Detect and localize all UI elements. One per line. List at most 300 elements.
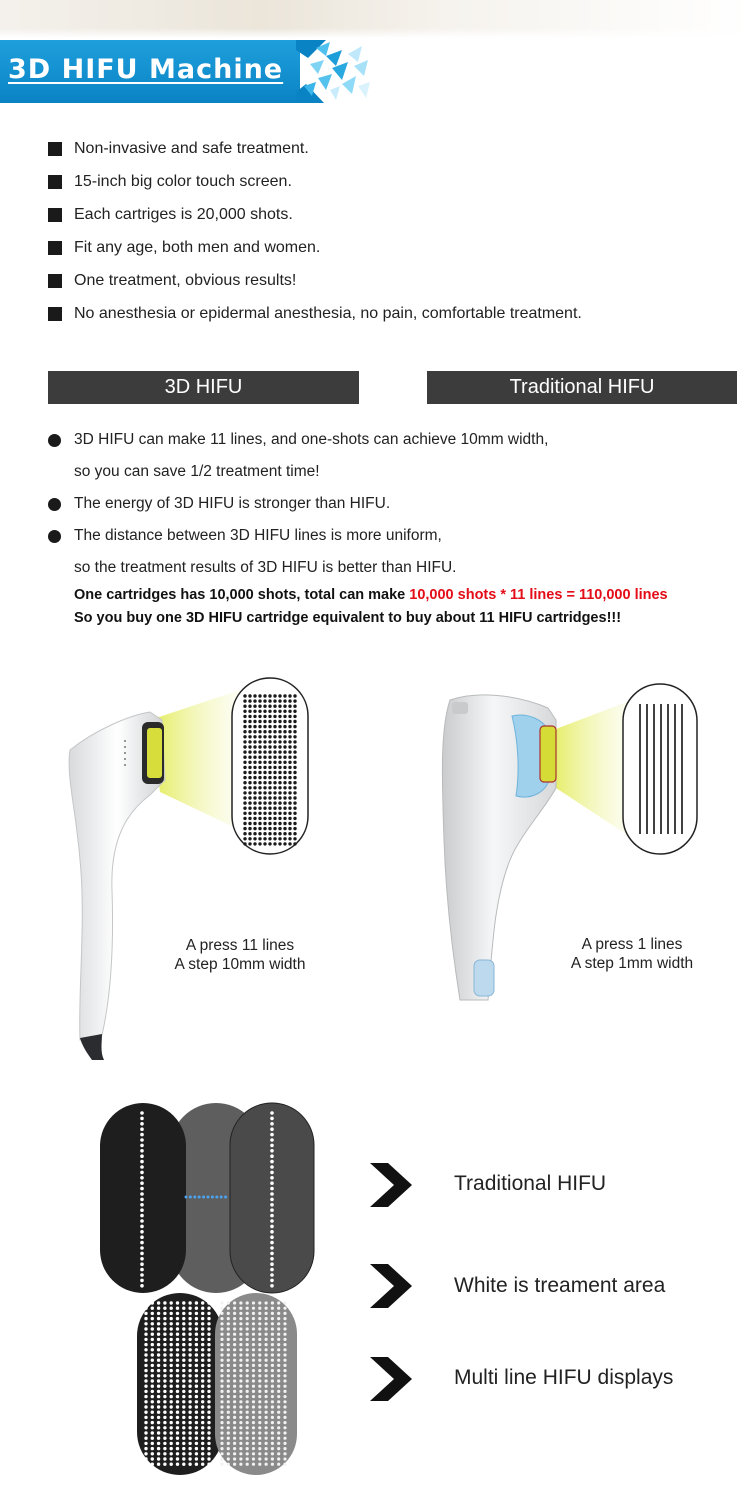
treatment-dot	[283, 1322, 286, 1325]
treatment-dot	[270, 1208, 274, 1212]
treatment-dot	[246, 1463, 249, 1466]
treatment-dot	[270, 1127, 274, 1131]
treatment-dot	[288, 842, 291, 845]
treatment-dot	[170, 1379, 173, 1382]
treatment-dot	[140, 1257, 144, 1261]
treatment-dot	[258, 1343, 261, 1346]
treatment-dot	[288, 740, 291, 743]
treatment-dot	[283, 1301, 286, 1304]
treatment-dot	[176, 1390, 179, 1393]
treatment-dot	[246, 1369, 249, 1372]
treatment-dot	[283, 786, 286, 789]
treatment-dot	[201, 1463, 204, 1466]
treatment-dot	[283, 1338, 286, 1341]
treatment-dot	[182, 1322, 185, 1325]
cartridge-equivalence: So you buy one 3D HIFU cartridge equivalent to buy about 11 HIFU cartridges!!!	[74, 610, 622, 626]
treatment-dot	[248, 807, 251, 810]
treatment-dot	[140, 1144, 144, 1148]
treatment-dot	[258, 1348, 261, 1351]
treatment-dot	[258, 730, 261, 733]
treatment-dot	[258, 710, 261, 713]
treatment-dot	[277, 1395, 280, 1398]
treatment-dot	[144, 1348, 147, 1351]
treatment-dot	[176, 1431, 179, 1434]
treatment-dot	[151, 1359, 154, 1362]
treatment-dot	[273, 817, 276, 820]
treatment-dot	[273, 720, 276, 723]
treatment-dot	[263, 776, 266, 779]
treatment-dot	[283, 740, 286, 743]
treatment-dot	[140, 1198, 144, 1202]
step-dot	[220, 1196, 223, 1199]
treatment-dot	[265, 1431, 268, 1434]
treatment-dot	[293, 694, 296, 697]
treatment-dot	[283, 817, 286, 820]
treatment-dot	[188, 1390, 191, 1393]
treatment-dot	[207, 1353, 210, 1356]
treatment-dot	[288, 735, 291, 738]
treatment-dot	[288, 730, 291, 733]
treatment-dot	[239, 1322, 242, 1325]
treatment-dot	[144, 1374, 147, 1377]
treatment-dot	[252, 1437, 255, 1440]
treatment-dot	[268, 796, 271, 799]
treatment-dot	[273, 807, 276, 810]
treatment-dot	[207, 1426, 210, 1429]
treatment-dot	[243, 756, 246, 759]
treatment-dot	[283, 699, 286, 702]
treatment-dot	[252, 1348, 255, 1351]
treatment-dot	[195, 1426, 198, 1429]
treatment-dot	[163, 1348, 166, 1351]
treatment-dot	[140, 1284, 144, 1288]
treatment-dot	[278, 766, 281, 769]
treatment-dot	[271, 1317, 274, 1320]
treatment-dot	[258, 745, 261, 748]
treatment-dot	[252, 1452, 255, 1455]
legend-multiline: Multi line HIFU displays	[454, 1366, 674, 1389]
square-bullet-icon	[48, 274, 62, 288]
treatment-dot	[258, 776, 261, 779]
treatment-dot	[176, 1322, 179, 1325]
treatment-dot	[253, 822, 256, 825]
treatment-dot	[252, 1333, 255, 1336]
treatment-dot	[265, 1457, 268, 1460]
treatment-dot	[170, 1348, 173, 1351]
treatment-dot	[227, 1374, 230, 1377]
treatment-dot	[258, 1353, 261, 1356]
treatment-dot	[151, 1437, 154, 1440]
treatment-dot	[248, 786, 251, 789]
treatment-dot	[252, 1343, 255, 1346]
treatment-dot	[283, 801, 286, 804]
treatment-dot	[195, 1405, 198, 1408]
treatment-dot	[151, 1338, 154, 1341]
treatment-dot	[283, 1343, 286, 1346]
page-title: 3D HIFU Machine	[8, 54, 284, 85]
treatment-dot	[220, 1322, 223, 1325]
treatment-dot	[176, 1359, 179, 1362]
treatment-dot	[248, 822, 251, 825]
treatment-dot	[201, 1317, 204, 1320]
treatment-dot	[188, 1463, 191, 1466]
treatment-dot	[258, 1374, 261, 1377]
treatment-dot	[246, 1447, 249, 1450]
treatment-dot	[195, 1348, 198, 1351]
treatment-dot	[227, 1463, 230, 1466]
treatment-dot	[283, 1369, 286, 1372]
treatment-dot	[239, 1333, 242, 1336]
treatment-dot	[220, 1317, 223, 1320]
treatment-dot	[248, 750, 251, 753]
treatment-dot	[227, 1364, 230, 1367]
treatment-dot	[258, 1411, 261, 1414]
treatment-dot	[253, 827, 256, 830]
treatment-dot	[182, 1405, 185, 1408]
treatment-dot	[151, 1457, 154, 1460]
treatment-dot	[277, 1307, 280, 1310]
treatment-dot	[182, 1400, 185, 1403]
treatment-dot	[239, 1463, 242, 1466]
treatment-dot	[144, 1333, 147, 1336]
treatment-dot	[144, 1301, 147, 1304]
treatment-dot	[170, 1431, 173, 1434]
treatment-dot	[243, 822, 246, 825]
treatment-dot	[248, 832, 251, 835]
treatment-dot	[151, 1364, 154, 1367]
treatment-dot	[157, 1405, 160, 1408]
treatment-dot	[157, 1400, 160, 1403]
treatment-dot	[270, 1257, 274, 1261]
treatment-dot	[288, 807, 291, 810]
treatment-dot	[253, 771, 256, 774]
treatment-dot	[271, 1426, 274, 1429]
treatment-dot	[253, 786, 256, 789]
treatment-dot	[188, 1322, 191, 1325]
treatment-dot	[140, 1111, 144, 1115]
treatment-dot	[273, 832, 276, 835]
treatment-dot	[239, 1431, 242, 1434]
treatment-dot	[195, 1322, 198, 1325]
treatment-dot	[270, 1187, 274, 1191]
treatment-dot	[270, 1111, 274, 1115]
treatment-dot	[220, 1343, 223, 1346]
treatment-dot	[273, 827, 276, 830]
treatment-dot	[270, 1214, 274, 1218]
treatment-dot	[268, 842, 271, 845]
treatment-dot	[207, 1317, 210, 1320]
treatment-dot	[157, 1364, 160, 1367]
treatment-dot	[188, 1400, 191, 1403]
treatment-dot	[163, 1390, 166, 1393]
treatment-dot	[271, 1348, 274, 1351]
treatment-dot	[157, 1390, 160, 1393]
treatment-dot	[258, 786, 261, 789]
treatment-dot	[195, 1437, 198, 1440]
treatment-dot	[248, 842, 251, 845]
treatment-dot	[258, 837, 261, 840]
treatment-dot	[201, 1353, 204, 1356]
treatment-dot	[270, 1246, 274, 1250]
treatment-dot	[252, 1369, 255, 1372]
treatment-dot	[248, 817, 251, 820]
treatment-dot	[258, 812, 261, 815]
treatment-dot	[220, 1312, 223, 1315]
treatment-dot	[207, 1322, 210, 1325]
treatment-dot	[277, 1343, 280, 1346]
treatment-dot	[293, 786, 296, 789]
list-item: Non-invasive and safe treatment.	[48, 132, 728, 165]
treatment-dot	[293, 827, 296, 830]
treatment-dot	[140, 1192, 144, 1196]
treatment-dot	[253, 725, 256, 728]
treatment-dot	[273, 776, 276, 779]
treatment-dot	[273, 715, 276, 718]
treatment-dot	[163, 1379, 166, 1382]
treatment-dot	[277, 1421, 280, 1424]
treatment-dot	[243, 796, 246, 799]
treatment-dot	[271, 1421, 274, 1424]
treatment-dot	[239, 1426, 242, 1429]
treatment-dot	[263, 699, 266, 702]
treatment-dot	[271, 1343, 274, 1346]
treatment-dot	[239, 1395, 242, 1398]
treatment-dot	[246, 1390, 249, 1393]
treatment-dot	[176, 1457, 179, 1460]
treatment-dot	[265, 1317, 268, 1320]
treatment-dot	[293, 699, 296, 702]
treatment-dot	[220, 1307, 223, 1310]
treatment-dot	[246, 1442, 249, 1445]
treatment-dot	[283, 1447, 286, 1450]
chevron-right-icon	[370, 1161, 414, 1209]
treatment-dot	[271, 1333, 274, 1336]
treatment-dot	[273, 699, 276, 702]
treatment-dot	[207, 1463, 210, 1466]
list-item-continuation: so the treatment results of 3D HIFU is better than HIFU.	[74, 559, 457, 576]
treatment-dot	[207, 1343, 210, 1346]
treatment-dot	[220, 1359, 223, 1362]
treatment-dot	[140, 1154, 144, 1158]
treatment-dot	[277, 1426, 280, 1429]
treatment-dot	[233, 1374, 236, 1377]
treatment-dot	[248, 766, 251, 769]
treatment-dot	[273, 771, 276, 774]
treatment-dot	[151, 1400, 154, 1403]
treatment-dot	[182, 1421, 185, 1424]
treatment-dot	[253, 730, 256, 733]
treatment-dot	[195, 1338, 198, 1341]
treatment-dot	[265, 1353, 268, 1356]
treatment-dot	[271, 1322, 274, 1325]
treatment-dot	[253, 740, 256, 743]
treatment-dot	[283, 822, 286, 825]
treatment-dot	[283, 1374, 286, 1377]
treatment-dot	[283, 725, 286, 728]
treatment-dot	[252, 1364, 255, 1367]
treatment-dot	[278, 776, 281, 779]
treatment-dot	[182, 1327, 185, 1330]
treatment-dot	[265, 1348, 268, 1351]
treatment-dot	[151, 1405, 154, 1408]
treatment-dot	[273, 812, 276, 815]
treatment-dot	[243, 842, 246, 845]
treatment-dot	[293, 791, 296, 794]
treatment-dot	[144, 1379, 147, 1382]
treatment-dot	[268, 756, 271, 759]
treatment-dot	[176, 1353, 179, 1356]
treatment-dot	[273, 694, 276, 697]
treatment-dot	[293, 756, 296, 759]
treatment-dot	[188, 1359, 191, 1362]
treatment-dot	[176, 1338, 179, 1341]
treatment-dot	[252, 1359, 255, 1362]
treatment-dot	[170, 1421, 173, 1424]
treatment-dot	[277, 1385, 280, 1388]
treatment-dot	[157, 1353, 160, 1356]
treatment-dot	[227, 1307, 230, 1310]
treatment-dot	[258, 1390, 261, 1393]
treatment-dot	[278, 740, 281, 743]
treatment-dot	[201, 1442, 204, 1445]
treatment-dot	[278, 735, 281, 738]
treatment-dot	[195, 1395, 198, 1398]
treatment-dot	[265, 1437, 268, 1440]
treatment-dot	[182, 1379, 185, 1382]
treatment-dot	[277, 1348, 280, 1351]
treatment-dot	[195, 1457, 198, 1460]
treatment-dot	[220, 1452, 223, 1455]
treatment-dot	[163, 1322, 166, 1325]
treatment-dot	[182, 1395, 185, 1398]
treatment-dot	[270, 1230, 274, 1234]
treatment-dot	[188, 1411, 191, 1414]
tab-3d-hifu: 3D HIFU	[48, 371, 359, 404]
treatment-dot	[140, 1241, 144, 1245]
treatment-dot	[243, 812, 246, 815]
treatment-dot	[265, 1447, 268, 1450]
treatment-dot	[151, 1416, 154, 1419]
treatment-dot	[293, 842, 296, 845]
treatment-dot	[265, 1416, 268, 1419]
treatment-dot	[252, 1338, 255, 1341]
legend-white-area: White is treament area	[454, 1274, 666, 1297]
treatment-dot	[278, 812, 281, 815]
treatment-dot	[233, 1426, 236, 1429]
treatment-dot	[144, 1416, 147, 1419]
treatment-dot	[293, 750, 296, 753]
treatment-dot	[283, 1327, 286, 1330]
treatment-dot	[227, 1322, 230, 1325]
treatment-dot	[271, 1447, 274, 1450]
treatment-dot	[246, 1457, 249, 1460]
treatment-dot	[220, 1364, 223, 1367]
treatment-dot	[170, 1385, 173, 1388]
treatment-dot	[270, 1262, 274, 1266]
treatment-dot	[271, 1301, 274, 1304]
treatment-dot	[151, 1333, 154, 1336]
treatment-dot	[277, 1364, 280, 1367]
treatment-dot	[140, 1203, 144, 1207]
treatment-dot	[227, 1385, 230, 1388]
treatment-dot	[170, 1395, 173, 1398]
treatment-dot	[246, 1327, 249, 1330]
treatment-dot	[163, 1333, 166, 1336]
treatment-dot	[246, 1421, 249, 1424]
treatment-dot	[163, 1447, 166, 1450]
treatment-dot	[163, 1457, 166, 1460]
treatment-dot	[195, 1301, 198, 1304]
treatment-dot	[288, 761, 291, 764]
treatment-dot	[263, 720, 266, 723]
treatment-dot	[157, 1359, 160, 1362]
treatment-dot	[263, 740, 266, 743]
treatment-dot	[288, 694, 291, 697]
treatment-dot	[258, 1457, 261, 1460]
treatment-dot	[252, 1390, 255, 1393]
treatment-dot	[271, 1327, 274, 1330]
step-dot	[193, 1196, 196, 1199]
treatment-dot	[258, 807, 261, 810]
treatment-dot	[144, 1322, 147, 1325]
treatment-dot	[258, 694, 261, 697]
treatment-dot	[170, 1322, 173, 1325]
treatment-dot	[144, 1405, 147, 1408]
treatment-dot	[176, 1405, 179, 1408]
treatment-dot	[182, 1317, 185, 1320]
treatment-dot	[151, 1452, 154, 1455]
treatment-dot	[182, 1348, 185, 1351]
treatment-dot	[140, 1225, 144, 1229]
treatment-dot	[258, 720, 261, 723]
treatment-dot	[243, 837, 246, 840]
treatment-dot	[270, 1181, 274, 1185]
treatment-dot	[258, 715, 261, 718]
treatment-dot	[283, 1405, 286, 1408]
treatment-dot	[293, 837, 296, 840]
treatment-dot	[151, 1343, 154, 1346]
treatment-dot	[151, 1411, 154, 1414]
treatment-dot	[265, 1421, 268, 1424]
treatment-dot	[201, 1452, 204, 1455]
treatment-dot	[293, 781, 296, 784]
treatment-dot	[248, 715, 251, 718]
treatment-dot	[253, 837, 256, 840]
treatment-dot	[273, 705, 276, 708]
treatment-dot	[227, 1301, 230, 1304]
treatment-dot	[273, 756, 276, 759]
treatment-dot	[163, 1359, 166, 1362]
treatment-dot	[288, 837, 291, 840]
treatment-dot	[248, 761, 251, 764]
treatment-dot	[277, 1359, 280, 1362]
treatment-dot	[182, 1390, 185, 1393]
treatment-dot	[163, 1301, 166, 1304]
treatment-dot	[144, 1327, 147, 1330]
treatment-dot	[248, 740, 251, 743]
treatment-dot	[201, 1379, 204, 1382]
treatment-dot	[140, 1133, 144, 1137]
treatment-dot	[170, 1426, 173, 1429]
treatment-dot	[233, 1312, 236, 1315]
treatment-dot	[283, 781, 286, 784]
treatment-dot	[278, 786, 281, 789]
treatment-dot	[252, 1379, 255, 1382]
treatment-dot	[227, 1447, 230, 1450]
treatment-dot	[246, 1312, 249, 1315]
treatment-dot	[207, 1400, 210, 1403]
treatment-dot	[239, 1442, 242, 1445]
